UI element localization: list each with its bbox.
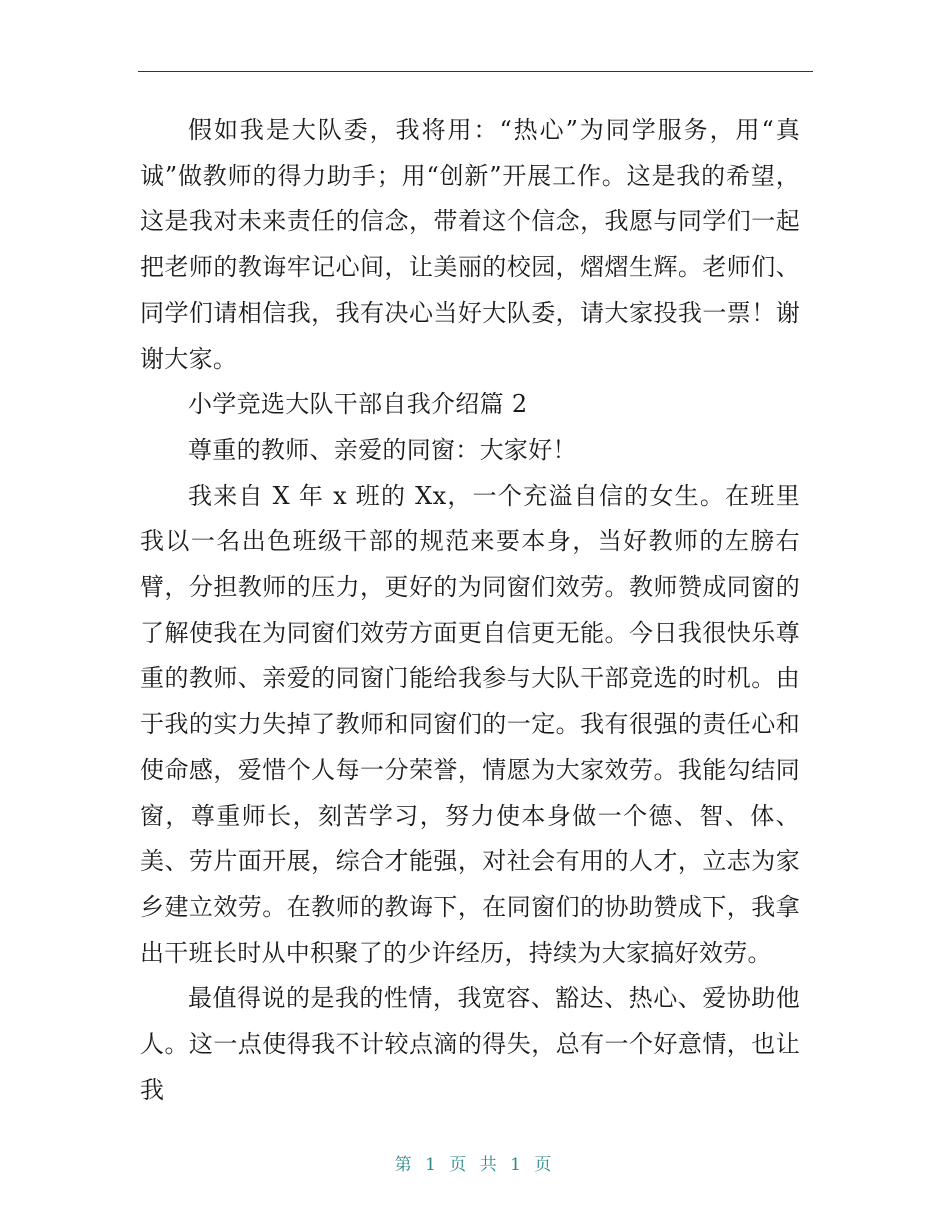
paragraph: 最值得说的是我的性情，我宽容、豁达、热心、爱协助他人。这一点使得我不计较点滴的得失，总有一个好意情，也让我 xyxy=(140,984,800,1104)
header-rule xyxy=(138,71,813,72)
document-body xyxy=(140,108,800,1113)
paragraph: 我来自 X 年 x 班的 Xx，一个充溢自信的女生。在班里我以一名出色班级干部的规范来要本身，当好教师的左膀右臂，分担教师的压力，更好的为同窗们效劳。教师赞成同窗的了解使我在为同窗们效劳方面更自信更无能。今日我很快乐尊重的教师、亲爱的同窗门能给我参与大队干部竞选的时机。由于我的实力失掉了教师和同窗们的一定。我有很强的责任心和使命感，爱惜个人每一分荣誉，情愿为大家效劳。我能勾结同窗，尊重师长，刻苦学习，努力使本身做一个德、智、体、美、劳片面开展，综合才能强，对社会有用的人才，立志为家乡建立效劳。在教师的教诲下，在同窗们的协助赞成下，我拿出干班长时从中积聚了的少许经历，持续为大家搞好效劳。 xyxy=(140,481,800,967)
section-heading: 小学竞选大队干部自我介绍篇 2 xyxy=(188,390,528,419)
paragraph: 假如我是大队委，我将用：“热心”为同学服务，用“真诚”做教师的得力助手；用“创新”开展工作。这是我的希望，这是我对未来责任的信念，带着这个信念，我愿与同学们一起把老师的教诲牢记心间，让美丽的校园，熠熠生辉。老师们、同学们请相信我，我有决心当好大队委，请大家投我一票！谢谢大家。 xyxy=(140,116,800,373)
page-number-footer: 第 1 页 共 1 页 xyxy=(394,1155,556,1175)
salutation: 尊重的教师、亲爱的同窗：大家好！ xyxy=(188,435,577,464)
